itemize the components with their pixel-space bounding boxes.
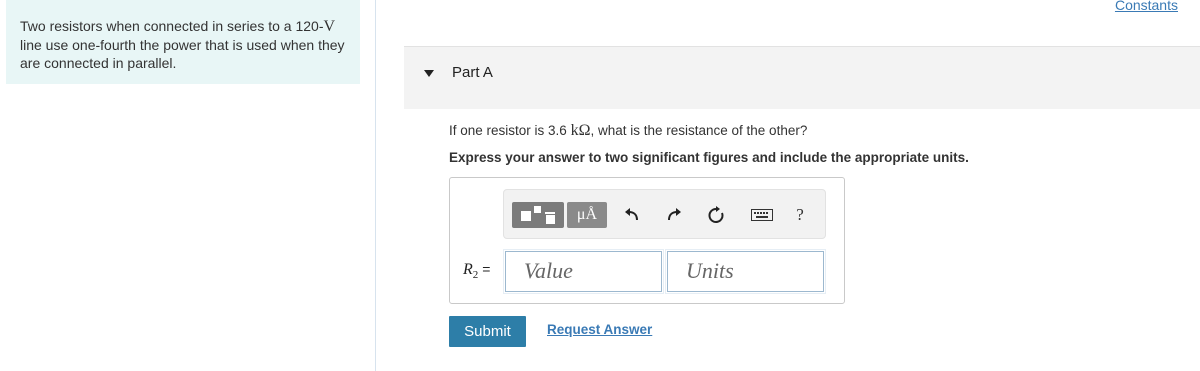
question-unit: kΩ [570, 122, 591, 139]
question-suffix: , what is the resistance of the other? [590, 123, 808, 138]
keyboard-icon[interactable] [750, 204, 774, 226]
problem-text-end: line use one-fourth the power that is used when they are connected in parallel. [20, 37, 345, 71]
help-icon[interactable]: ? [796, 205, 804, 224]
question-text [449, 122, 807, 140]
part-title: Part A [452, 64, 493, 81]
problem-text-start: Two resistors when connected in series to a 120- [20, 18, 324, 34]
value-input[interactable]: Value [505, 251, 662, 292]
request-answer-link[interactable]: Request Answer [547, 322, 653, 337]
constants-link[interactable]: Constants [1114, 0, 1178, 13]
undo-icon[interactable] [621, 204, 643, 226]
submit-button[interactable]: Submit [449, 316, 526, 347]
redo-icon[interactable] [663, 204, 685, 226]
problem-statement [6, 0, 360, 84]
question-prefix: If one resistor is 3.6 [449, 123, 567, 138]
math-toolbar [503, 189, 826, 239]
answer-variable-label: $R_2$ = [463, 261, 491, 282]
part-header[interactable] [404, 46, 1200, 109]
units-button[interactable]: μÅ [567, 202, 607, 228]
templates-icon[interactable] [512, 202, 564, 228]
column-divider [375, 0, 376, 371]
units-input[interactable]: Units [667, 251, 824, 292]
answer-instruction: Express your answer to two significant figures and include the appropriate units. [449, 150, 969, 165]
problem-unit-v: V [323, 18, 336, 35]
collapse-arrow-icon[interactable] [424, 70, 434, 77]
reset-icon[interactable] [705, 204, 727, 226]
